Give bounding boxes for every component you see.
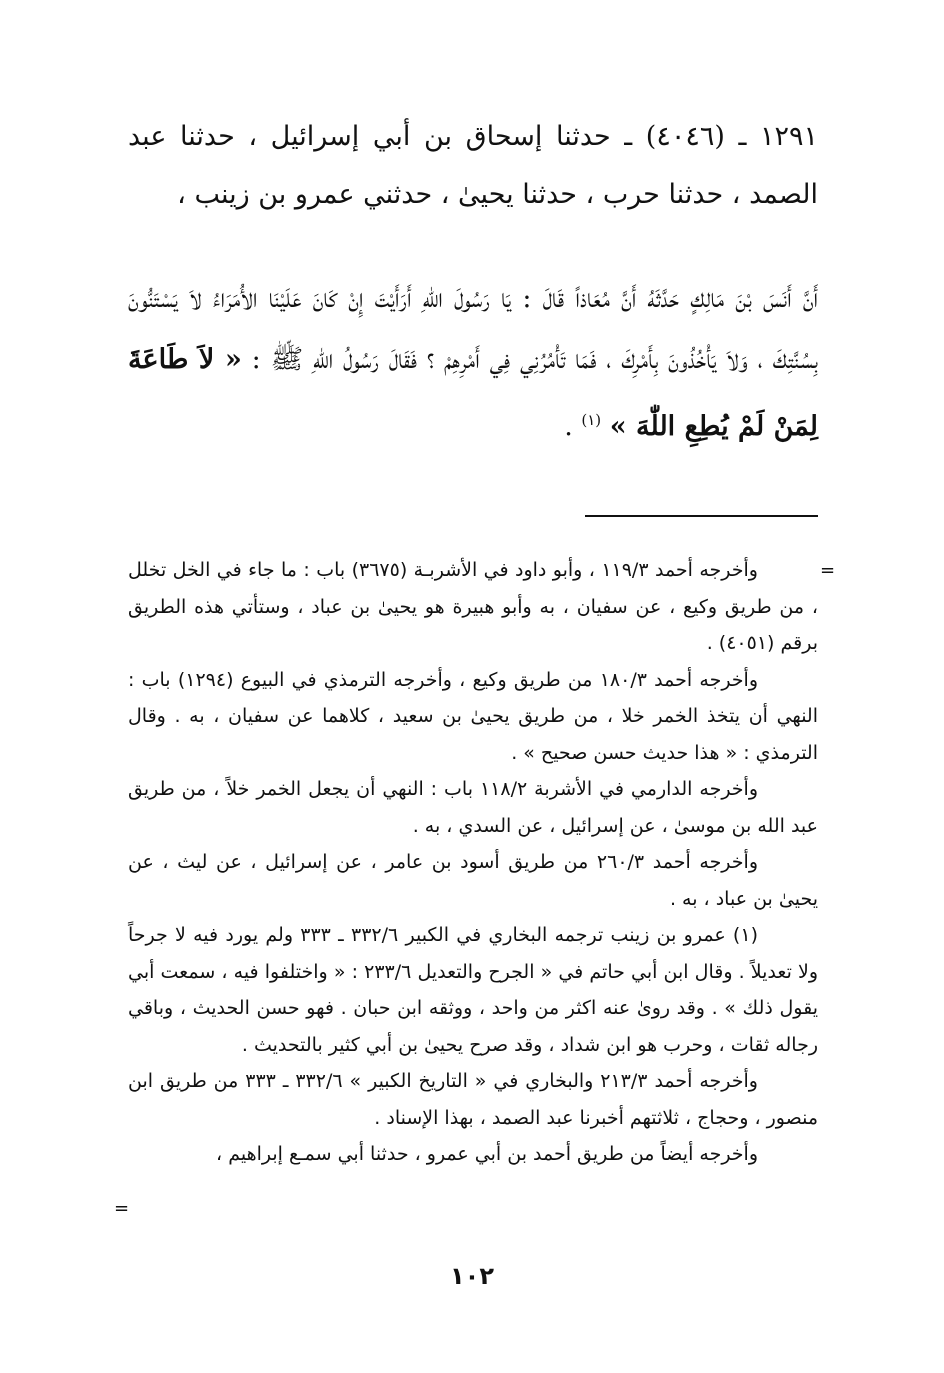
footnote-paragraph: وأخرجه أحمد ١١٩/٣ ، وأبو داود في الأشربـة (٣٦٧٥) باب : ما جاء في الخل تخلل ، من طريق وكيع ، عن سفيان ، به وأبو هبيرة هو يحيىٰ بن عباد ، وستأتي هذه الطريق برقم (٤٠٥١) .	[128, 559, 818, 654]
hadith-matn	[128, 268, 818, 457]
footnote-separator	[585, 515, 818, 517]
footnote-paragraph: وأخرجه أحمد ٢٦٠/٣ من طريق أسود بن عامر ، عن إسرائيل ، عن ليث ، عن يحيىٰ بن عباد ، به .	[128, 851, 818, 910]
page-number: ١٠٢	[450, 1262, 494, 1290]
footnote-reference: (١)	[581, 411, 602, 429]
footnote-paragraph: وأخرجه أحمد ١٨٠/٣ من طريق وكيع ، وأخرجه الترمذي في البيوع (١٢٩٤) باب : النهي أن يتخذ الخمر خلا ، من طريق يحيىٰ بن سعيد ، كلاهما عن سفيان ، به . وقال الترمذي : « هذا حديث حسن صحيح » .	[128, 668, 818, 764]
footnote-paragraph: (١) عمرو بن زينب ترجمه البخاري في الكبير ٣٣٢/٦ ـ ٣٣٣ ولم يورد فيه لا جرحاً ولا تعديلاً . وقال ابن أبي حاتم في « الجرح والتعديل ٢٣٣/٦ : « واختلفوا فيه ، سمعت أبي يقول ذلك » . وقد روىٰ عنه اكثر من واحد ، ووثقه ابن حبان . فهو حسن الحديث ، وباقي رجاله ثقات ، وحرب هو ابن شداد ، وقد صرح يحيىٰ بن أبي كثير بالتحديث .	[128, 924, 818, 1056]
footnotes	[128, 552, 818, 1173]
hadith-end: .	[564, 411, 573, 442]
hadith-text: أَنَّ أَنَسَ بْنَ مَالِكٍ حَدَّثَهُ أَنَّ مُعَاذاً قَالَ : يَا رَسُولَ اللهِ أَرَأَيْتَ إِنْ كَانَ عَلَيْنَا الأُمَرَاءُ لاَ يَسْتَنُّونَ بِسُنَّتِكَ ، وَلاَ يَأْخُذُونَ بِأَمْرِكَ ، فَمَا تَأْمُرُنِي فِي أَمْرِهِمْ ؟ فَقَالَ رَسُولُ اللهِ ﷺ :	[128, 283, 818, 375]
hadith-quote: « لاَ طَاعَةَ لِمَنْ لَمْ يُطِعِ اللّٰهَ »	[128, 344, 818, 442]
continuation-mark: =	[820, 560, 836, 581]
continuation-mark-end: =	[114, 1198, 130, 1219]
footnote-paragraph: وأخرجه أيضاً من طريق أحمد بن أبي عمرو ، حدثنا أبي سمـع إبراهيم ،	[216, 1143, 758, 1165]
footnote-paragraph: وأخرجه أحمد ٢١٣/٣ والبخاري في « التاريخ الكبير » ٣٣٢/٦ ـ ٣٣٣ من طريق ابن منصور ، وحجاج ، ثلاثتهم أخبرنا عبد الصمد ، بهذا الإسناد .	[128, 1070, 818, 1129]
footnote-paragraph: وأخرجه الدارمي في الأشربة ١١٨/٢ باب : النهي أن يجعل الخمر خلاً ، من طريق عبد الله بن موسىٰ ، عن إسرائيل ، عن السدي ، به .	[128, 778, 818, 837]
hadith-isnad: ١٢٩١ ـ (٤٠٤٦) ـ حدثنا إسحاق بن أبي إسرائيل ، حدثنا عبد الصمد ، حدثنا حرب ، حدثنا يحيىٰ ، حدثني عمرو بن زينب ،	[128, 121, 818, 210]
